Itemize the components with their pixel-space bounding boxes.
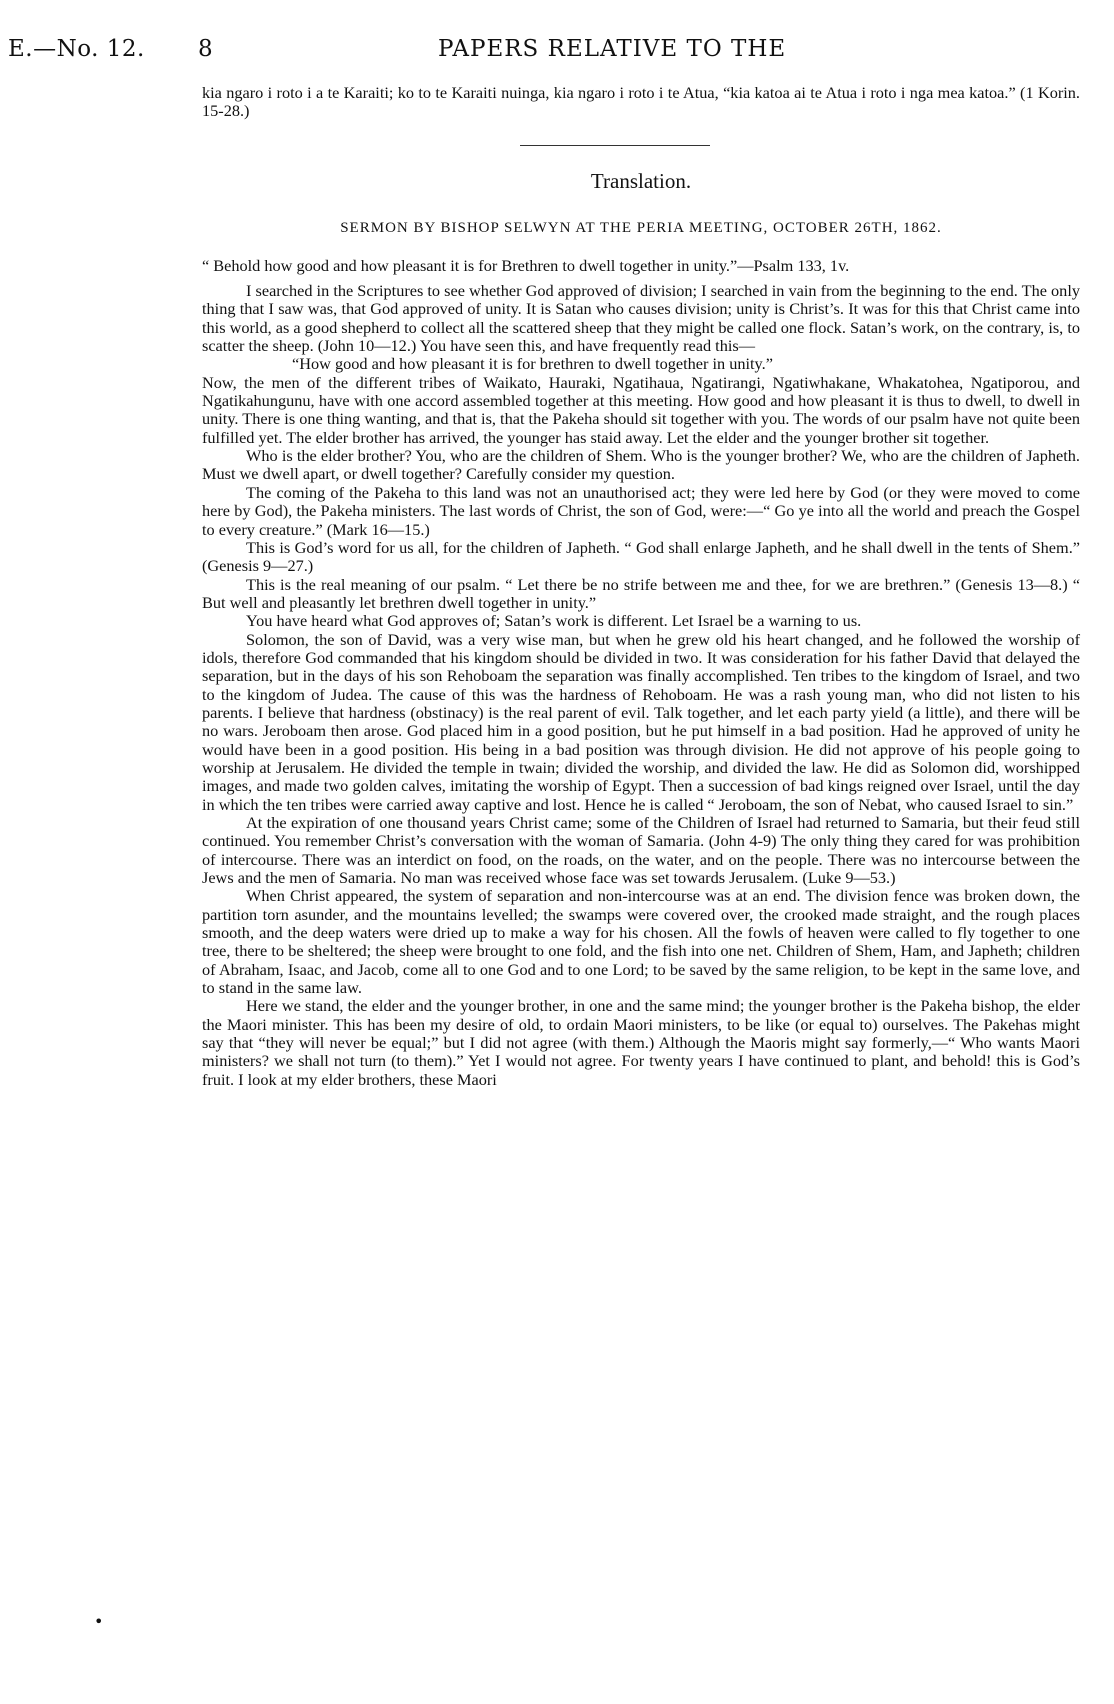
epigraph: “ Behold how good and how pleasant it is for Brethren to dwell together in unity.”—Psalm 133, 1v.	[202, 255, 850, 275]
sermon-paragraph: You have heard what God approves of; Satan’s work is different. Let Israel be a warning to us.	[246, 611, 862, 631]
sermon-paragraph: Here we stand, the elder and the younger brother, in one and the same mind; the younger brother is the Pakeha bishop, the elder the Maori minister. This has been my desire of old, to ordain Maori ministers, to be like (or equal to) ourselves. The Pakehas might say that “they will never be equal;” but I did not agree (with them.) Although the Maoris might say formerly,—“ Who wants Maori ministers? we shall not turn (to them).” Yet I would not agree. For twenty years I have continued to plant, and behold! this is God’s fruit. I look at my elder brothers, these Maori	[202, 996, 1080, 1089]
sermon-paragraph: This is God’s word for us all, for the children of Japheth. “ God shall enlarge Japheth, and he shall dwell in the tents of Shem.” (Genesis 9—27.)	[202, 537, 1080, 576]
sermon-paragraph: I searched in the Scriptures to see whether God approved of division; I searched in vain from the beginning to the end. The only thing that I saw was, that God approved of unity. It is Satan who causes division; unity is Christ’s. It was for this that Christ came into this world, as a good shepherd to collect all the scattered sheep that they might be called one flock. Satan’s work, on the contrary, is, to scatter the sheep. (John 10—12.) You have seen this, and have frequently read this—	[202, 281, 1080, 356]
sermon-paragraph: Solomon, the son of David, was a very wise man, but when he grew old his heart changed, and he followed the worship of idols, therefore God commanded that his kingdom should be divided in two. It was consideration for his father David that delayed the separation, but in the days of his son Rehoboam the separation was finally accomplished. Ten tribes to the kingdom of Israel, and two to the kingdom of Judea. The cause of this was the hardness of Rehoboam. He was a rash young man, who did not listen to his parents. I believe that hardness (obstinacy) is the real parent of evil. Talk together, and let each party yield (a little), and there will be no wars. Jeroboam then arose. God placed him in a good position, but he put himself in a bad position. Had he approved of unity he would have been in a good position. His being in a bad position was through division. He did not approve of his people going to worship at Jerusalem. He divided the temple in twain; divided the worship, and divided the law. He did as Solomon did, worshipped images, and made two golden calves, imitating the worship of Egypt. Then a succession of bad kings reigned over Israel, until the day in which the ten tribes were carried away captive and lost. Hence he is called “ Jeroboam, the son of Nebat, who caused Israel to sin.”	[202, 629, 1080, 814]
margin-mark: •	[94, 1612, 104, 1631]
sermon-paragraph: At the expiration of one thousand years Christ came; some of the Children of Israel had returned to Samaria, but their feud still continued. You remember Christ’s conversation with the woman of Samaria. (John 4-9) The only thing they cared for was prohibition of intercourse. There was an interdict on food, on the roads, on the water, and on the people. There was no intercourse between the Jews and the men of Samaria. No man was received whose face was set towards Jerusalem. (Luke 9—53.)	[202, 813, 1080, 888]
page-header	[8, 36, 1108, 70]
sermon-body	[202, 282, 1080, 1089]
sermon-paragraph: When Christ appeared, the system of separation and non-intercourse was at an end. The division fence was broken down, the partition torn asunder, and the mountains levelled; the swamps were covered over, the crooked made straight, and the rough places smooth, and the deep waters were dried up to make a way for his chosen. All the fowls of heaven were called to fly together to one tree, there to be sheltered; the sheep were brought to one fold, and the fish into one net. Children of Shem, Ham, and Japheth; children of Abraham, Isaac, and Jacob, come all to one God and to one Lord; to be saved by the same religion, to be kept in the same love, and to stand in the same law.	[202, 886, 1080, 998]
page-number: 8	[198, 36, 213, 62]
running-title: PAPERS RELATIVE TO THE	[438, 36, 787, 62]
sermon-heading: SERMON BY BISHOP SELWYN AT THE PERIA MEETING, OCTOBER 26TH, 1862.	[340, 219, 942, 236]
sermon-paragraph: Who is the elder brother? You, who are the children of Shem. Who is the younger brother? We, who are the children of Japheth. Must we dwell apart, or dwell together? Carefully consider my question.	[202, 446, 1080, 484]
page-content	[202, 84, 1080, 1089]
sermon-paragraph: The coming of the Pakeha to this land was not an unauthorised act; they were led here by God (or they were moved to come here by God), the Pakeha ministers. The last words of Christ, the son of God, were:—“ Go ye into all the world and preach the Gospel to every creature.” (Mark 16—15.)	[202, 482, 1080, 539]
translation-heading: Translation.	[590, 168, 692, 193]
section-divider	[520, 145, 710, 146]
document-reference: E.—No. 12.	[8, 36, 145, 62]
sermon-paragraph: “How good and how pleasant it is for brethren to dwell together in unity.”	[292, 354, 773, 374]
intro-paragraph: kia ngaro i roto i a te Karaiti; ko to te Karaiti nuinga, kia ngaro i roto i te Atua, “kia katoa ai te Atua i roto i nga mea katoa.” (1 Korin. 15-28.)	[202, 83, 1080, 121]
sermon-paragraph: This is the real meaning of our psalm. “ Let there be no strife between me and thee, for we are brethren.” (Genesis 13—8.) “ But well and pleasantly let brethren dwell together in unity.”	[202, 574, 1080, 612]
sermon-paragraph: Now, the men of the different tribes of Waikato, Hauraki, Ngatihaua, Ngatirangi, Ngatiwhakane, Whakatohea, Ngatiporou, and Ngatikahungunu, have with one accord assembled together at this meeting. How good and how pleasant it is thus to dwell, to dwell in unity. There is one thing wanting, and that is, that the Pakeha should sit together with you. The words of our psalm have not quite been fulfilled yet. The elder brother has arrived, the younger has staid away. Let the elder and the younger brother sit together.	[202, 372, 1080, 447]
